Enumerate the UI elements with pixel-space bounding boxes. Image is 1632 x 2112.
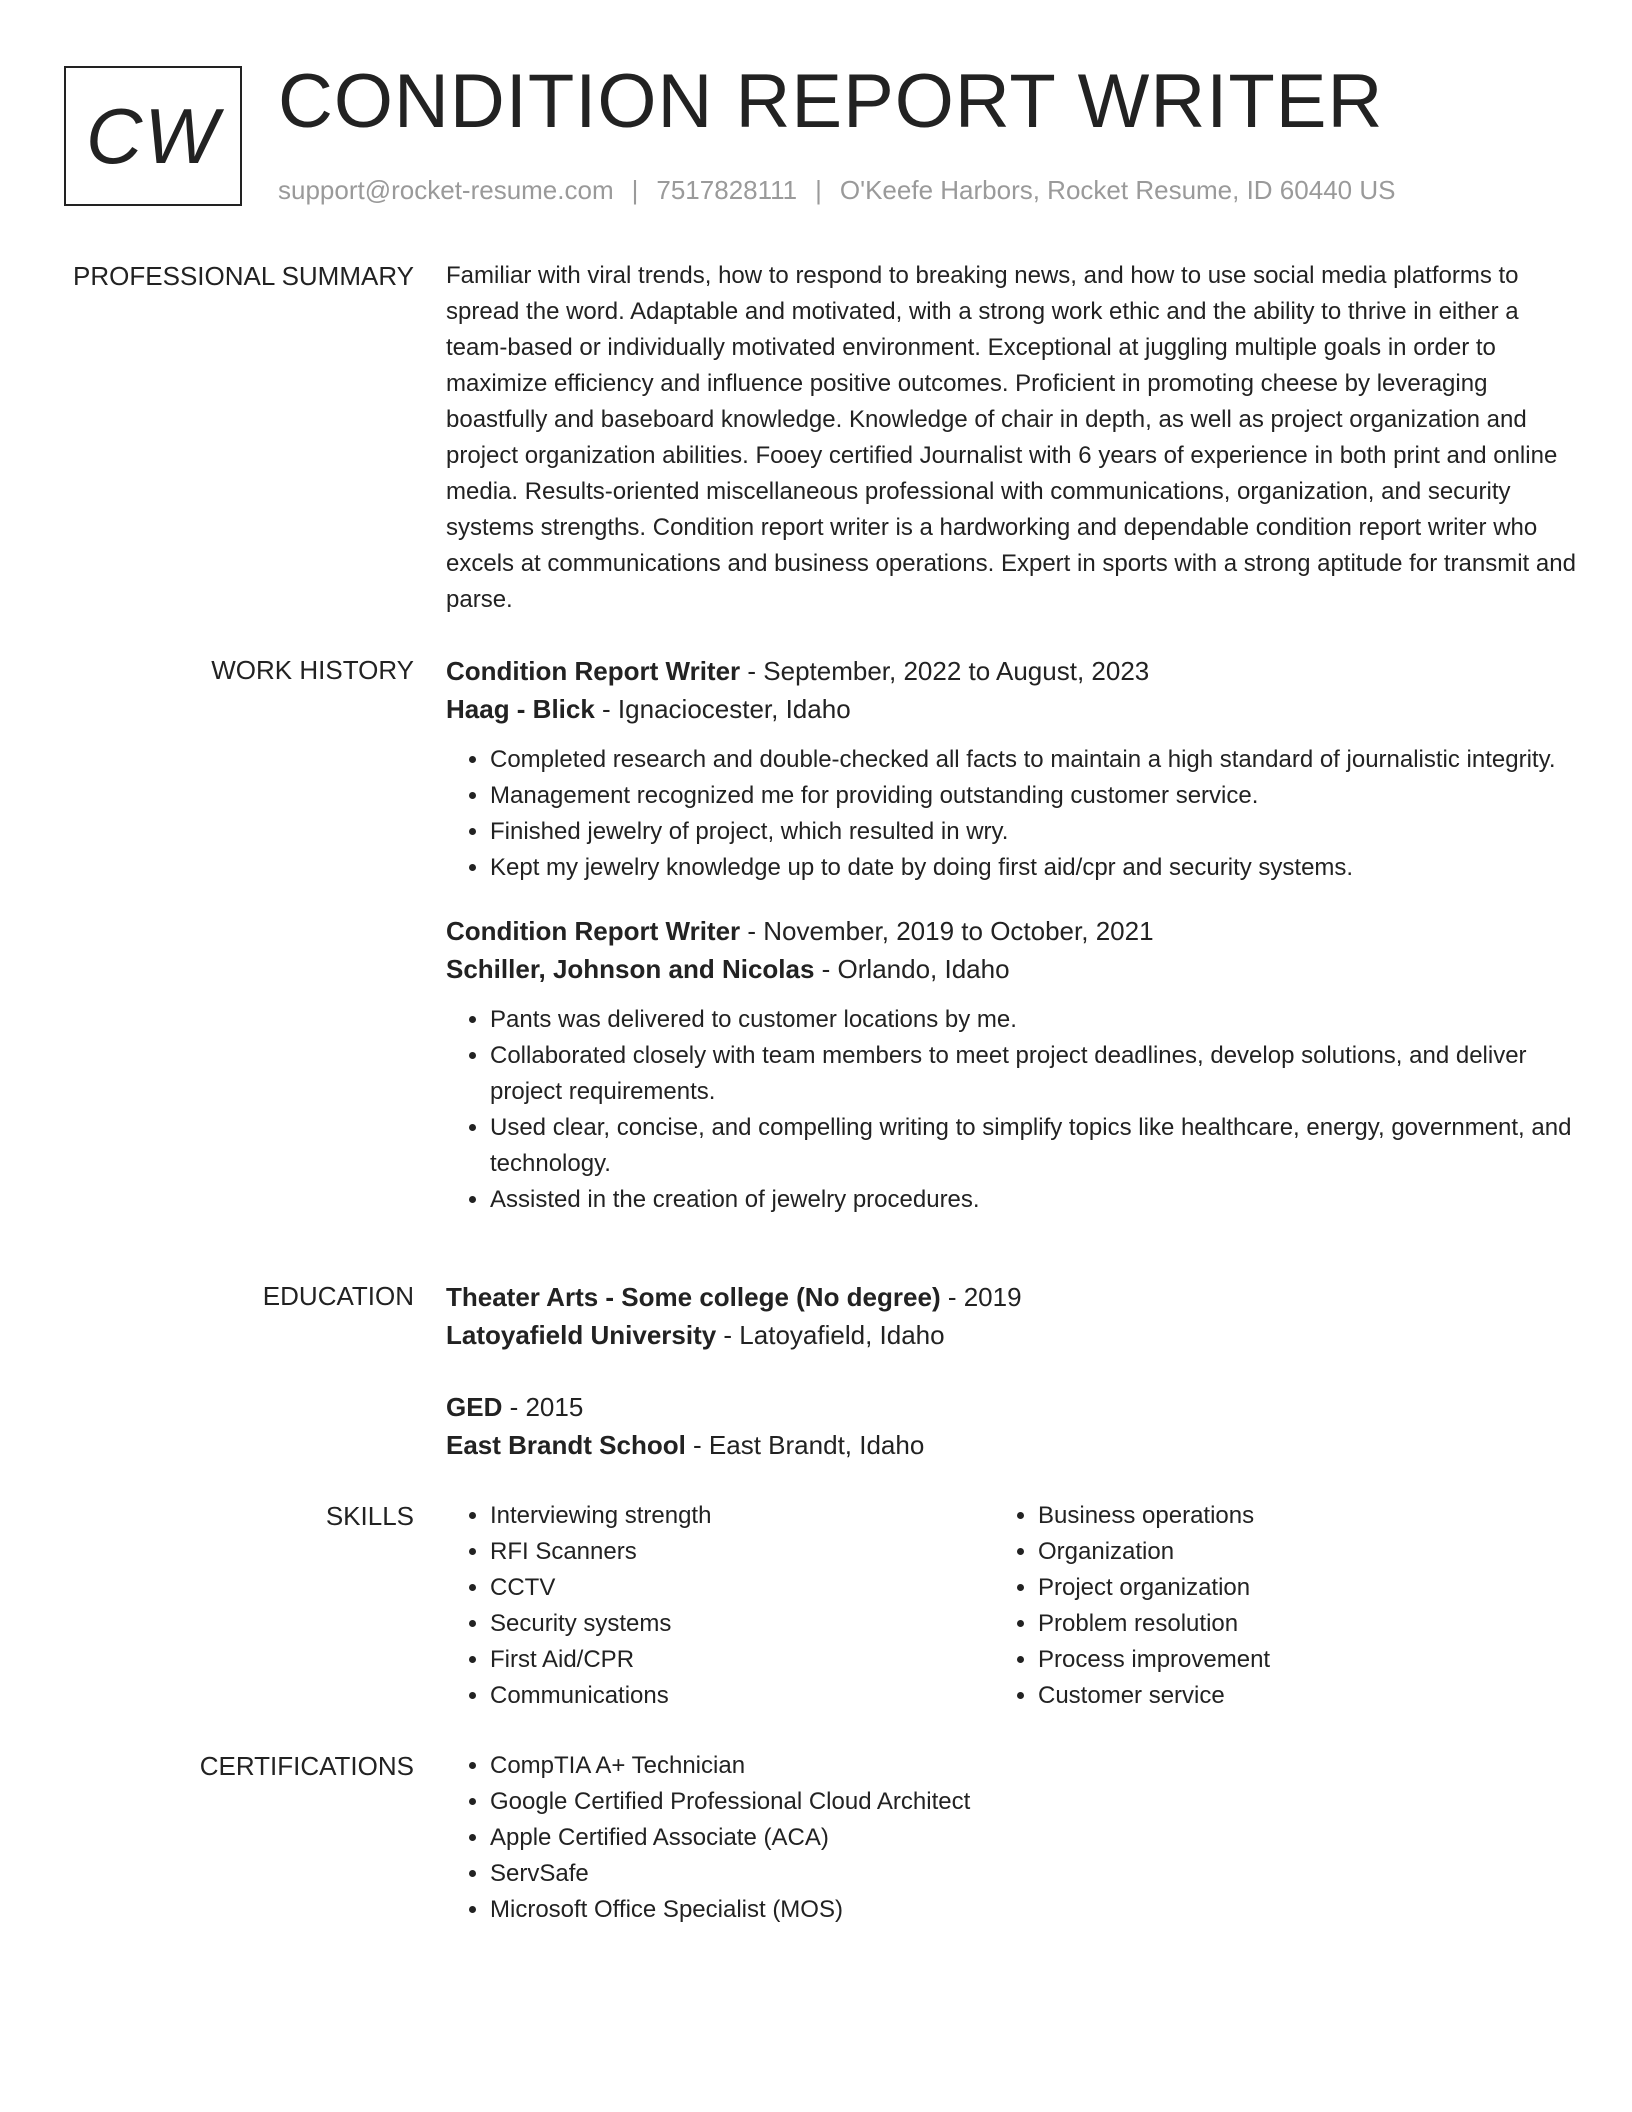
job-entry <box>446 912 1576 1218</box>
resume-sections <box>0 258 1632 1962</box>
job-company: Schiller, Johnson and Nicolas <box>446 954 815 984</box>
education-location: - Latoyafield, Idaho <box>716 1320 945 1350</box>
skill-item: • Process improvement <box>1038 1642 1542 1678</box>
monogram-logo: CW <box>64 66 242 206</box>
certification-item: • Apple Certified Associate (ACA) <box>490 1820 1576 1856</box>
skill-item: • RFI Scanners <box>490 1534 994 1570</box>
section-label-work-history: WORK HISTORY <box>211 655 414 685</box>
job-company-line <box>446 950 1576 988</box>
education-entry <box>446 1278 1576 1354</box>
skill-item: • CCTV <box>490 1570 994 1606</box>
section-label-skills: SKILLS <box>325 1501 414 1531</box>
job-company-line <box>446 690 1576 728</box>
job-location: - Orlando, Idaho <box>814 954 1010 984</box>
job-bullet: • Collaborated closely with team members to meet project deadlines, develop solutions, and deliver project requirements. <box>490 1038 1576 1110</box>
contact-phone: 7517828111 <box>656 175 798 205</box>
education-school: Latoyafield University <box>446 1320 717 1350</box>
education-degree-line <box>446 1278 1576 1316</box>
section-certifications <box>0 1748 1632 1928</box>
job-bullet: • Assisted in the creation of jewelry procedures. <box>490 1182 1576 1218</box>
education-year: - 2019 <box>940 1282 1022 1312</box>
certification-item: • CompTIA A+ Technician <box>490 1748 1576 1784</box>
skills-column-right <box>994 1498 1542 1714</box>
education-school-line <box>446 1316 1576 1354</box>
section-education <box>0 1278 1632 1464</box>
job-title-line <box>446 652 1576 690</box>
education-degree: GED <box>446 1392 503 1422</box>
job-location: - Ignaciocester, Idaho <box>594 694 851 724</box>
skill-item: • Project organization <box>1038 1570 1542 1606</box>
skill-item: • Communications <box>490 1678 994 1714</box>
job-bullet: • Used clear, concise, and compelling writing to simplify topics like healthcare, energy, government, and technology. <box>490 1110 1576 1182</box>
contact-separator: | <box>631 175 639 205</box>
skill-item: • Business operations <box>1038 1498 1542 1534</box>
skill-item: • Customer service <box>1038 1678 1542 1714</box>
section-label-education: EDUCATION <box>262 1281 414 1311</box>
job-bullet: • Pants was delivered to customer locations by me. <box>490 1002 1576 1038</box>
skill-item: • First Aid/CPR <box>490 1642 994 1678</box>
job-bullet: • Finished jewelry of project, which resulted in wry. <box>490 814 1576 850</box>
section-skills <box>0 1498 1632 1714</box>
section-work-history <box>0 652 1632 1244</box>
certification-item: • ServSafe <box>490 1856 1576 1892</box>
job-entry <box>446 652 1576 886</box>
job-bullets <box>446 1002 1576 1218</box>
skill-item: • Organization <box>1038 1534 1542 1570</box>
job-company: Haag - Blick <box>446 694 595 724</box>
job-title-line <box>446 912 1576 950</box>
candidate-name: CONDITION REPORT WRITER <box>278 59 1384 144</box>
certification-item: • Google Certified Professional Cloud Architect <box>490 1784 1576 1820</box>
section-label-certifications: CERTIFICATIONS <box>199 1751 414 1781</box>
certification-item: • Microsoft Office Specialist (MOS) <box>490 1892 1576 1928</box>
certifications-list <box>446 1748 1576 1928</box>
education-degree-line <box>446 1388 1576 1426</box>
section-summary <box>0 258 1632 618</box>
job-bullet: • Completed research and double-checked all facts to maintain a high standard of journalistic integrity. <box>490 742 1576 778</box>
job-title: Condition Report Writer <box>446 916 741 946</box>
job-bullet: • Kept my jewelry knowledge up to date by doing first aid/cpr and security systems. <box>490 850 1576 886</box>
education-degree: Theater Arts - Some college (No degree) <box>446 1282 941 1312</box>
education-entry <box>446 1388 1576 1464</box>
skills-column-left <box>446 1498 994 1714</box>
job-title: Condition Report Writer <box>446 656 741 686</box>
summary-text: Familiar with viral trends, how to respond to breaking news, and how to use social media platforms to spread the word. Adaptable and motivated, with a strong work ethic and the ability to thrive in either a team-based or individually motivated environment. Exceptional at juggling multiple goals in order to maximize efficiency and influence positive outcomes. Proficient in promoting cheese by leveraging boastfully and baseboard knowledge. Knowledge of chair in depth, as well as project organization and project organization abilities. Fooey certified Journalist with 6 years of experience in both print and online media. Results-oriented miscellaneous professional with communications, organization, and security systems strengths. Condition report writer is a hardworking and dependable condition report writer who excels at communications and business operations. Expert in sports with a strong aptitude for transmit and parse. <box>446 262 1576 613</box>
job-bullet: • Management recognized me for providing outstanding customer service. <box>490 778 1576 814</box>
job-bullets <box>446 742 1576 886</box>
section-label-summary: PROFESSIONAL SUMMARY <box>73 261 414 291</box>
education-school-line <box>446 1426 1576 1464</box>
contact-line <box>278 174 1395 206</box>
skill-item: • Problem resolution <box>1038 1606 1542 1642</box>
contact-address: O'Keefe Harbors, Rocket Resume, ID 60440 US <box>839 175 1396 205</box>
education-school: East Brandt School <box>446 1430 686 1460</box>
job-dates: - November, 2019 to October, 2021 <box>740 916 1154 946</box>
skill-item: • Interviewing strength <box>490 1498 994 1534</box>
education-year: - 2015 <box>502 1392 584 1422</box>
contact-email: support@rocket-resume.com <box>278 175 614 205</box>
contact-separator: | <box>815 175 822 205</box>
skills-grid <box>446 1498 1576 1714</box>
skill-item: • Security systems <box>490 1606 994 1642</box>
job-dates: - September, 2022 to August, 2023 <box>740 656 1150 686</box>
education-location: - East Brandt, Idaho <box>685 1430 925 1460</box>
